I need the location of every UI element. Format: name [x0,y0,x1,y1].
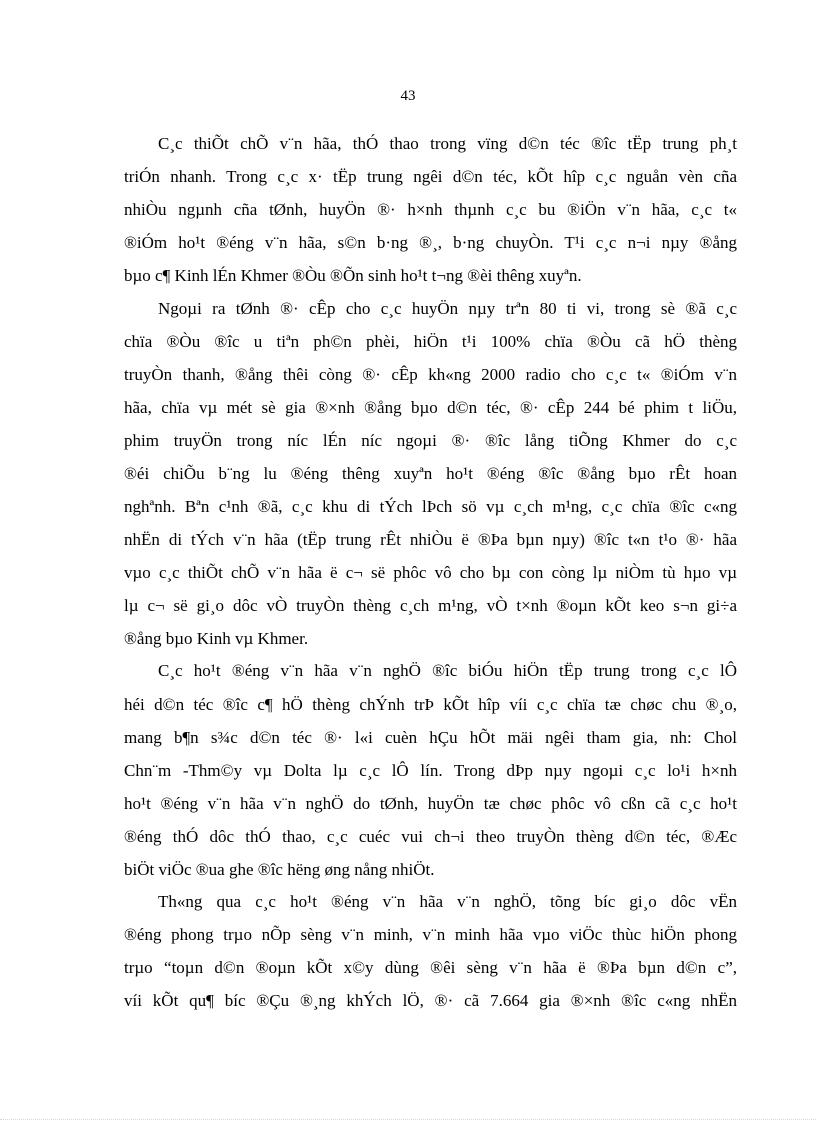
text-line: triÓn nhanh. Trong c¸c x· tËp trung ngêi d©n téc, kÕt hîp c¸c nguån vèn cña [124,167,737,186]
text-line: Th«ng qua c¸c ho¹t ®éng v¨n hãa v¨n nghÖ, tõng bíc gi¸o dôc vËn [158,892,737,911]
text-line: Chn¨m -Thm©y vµ Dolta lµ c¸c lÔ lín. Trong dÞp nµy ngoµi c¸c lo¹i h×nh [124,761,737,780]
text-line: bµo c¶ Kinh lÉn Khmer ®Òu ®Õn sinh ho¹t t¬ng ®èi thêng xuyªn. [124,266,582,285]
text-line: ®ång bµo Kinh vµ Khmer. [124,629,309,648]
text-line: C¸c thiÕt chÕ v¨n hãa, thÓ thao trong vïng d©n téc ®îc tËp trung ph¸t [158,134,737,153]
text-line: ®éng thÓ dôc thÓ thao, c¸c cuéc vui ch¬i theo truyÒn thèng d©n téc, ®Æc [124,827,737,846]
text-line: mang b¶n s¾c d©n téc ®· l«i cuèn hÇu hÕt mäi ngêi tham gia, nh: Chol [124,728,737,747]
text-line: vµo c¸c thiÕt chÕ v¨n hãa ë c¬ së phôc vô cho bµ con còng lµ niÒm tù hµo vµ [124,563,737,582]
text-line: ®éi chiÕu b¨ng lu ®éng thêng xuyªn ho¹t ®éng ®îc ®ång bµo rÊt hoan [124,464,737,483]
text-line: Ngoµi ra tØnh ®· cÊp cho c¸c huyÖn nµy trªn 80 ti vi, trong sè ®ã c¸c [158,299,737,318]
text-line: lµ c¬ së gi¸o dôc vÒ truyÒn thèng c¸ch m¹ng, vÒ t×nh ®oµn kÕt keo s¬n gi÷a [124,596,737,615]
text-line: héi d©n téc ®îc c¶ hÖ thèng chÝnh trÞ kÕt hîp víi c¸c chïa tæ chøc chu ®¸o, [124,695,737,714]
text-line: ®iÓm ho¹t ®éng v¨n hãa, s©n b·ng ®¸, b·ng chuyÒn. T¹i c¸c n¬i nµy ®ång [124,233,737,252]
text-line: ho¹t ®éng v¨n hãa v¨n nghÖ do tØnh, huyÖn tæ chøc phôc vô cßn cã c¸c ho¹t [124,794,737,813]
text-line: C¸c ho¹t ®éng v¨n hãa v¨n nghÖ ®îc biÓu hiÖn tËp trung trong c¸c lÔ [158,661,737,680]
text-line: nhiÒu ngµnh cña tØnh, huyÖn ®· h×nh thµnh c¸c bu ®iÖn v¨n hãa, c¸c t« [124,200,737,219]
text-line: phim truyÖn trong níc lÉn níc ngoµi ®· ®îc lång tiÕng Khmer do c¸c [124,431,737,450]
text-line: truyÒn thanh, ®ång thêi còng ®· cÊp kh«ng 2000 radio cho c¸c t« ®iÓm v¨n [124,365,737,384]
page-number: 43 [400,88,416,104]
page-edge-divider [0,1119,816,1120]
text-line: víi kÕt qu¶ bíc ®Çu ®¸ng khÝch lÖ, ®· cã 7.664 gia ®×nh ®îc c«ng nhËn [124,991,737,1010]
text-line: ®éng phong trµo nÕp sèng v¨n minh, v¨n minh hãa vµo viÖc thùc hiÖn phong [124,925,737,944]
text-line: chïa ®Òu ®îc u tiªn ph©n phèi, hiÖn t¹i 100% chïa ®Òu cã hÖ thèng [124,332,737,351]
text-line: trµo “toµn d©n ®oµn kÕt x©y dùng ®êi sèng v¨n hãa ë ®Þa bµn d©n c”, [124,958,737,977]
text-line: biÖt viÖc ®ua ghe ®îc hëng øng nång nhiÖt. [124,860,435,879]
text-line: hãa, chïa vµ mét sè gia ®×nh ®ång bµo d©n téc, ®· cÊp 244 bé phim t liÖu, [124,398,737,417]
text-line: nghªnh. Bªn c¹nh ®ã, c¸c khu di tÝch lÞch sö vµ c¸ch m¹ng, c¸c chïa ®îc c«ng [124,497,737,516]
text-line: nhËn di tÝch v¨n hãa (tËp trung rÊt nhiÒu ë ®Þa bµn nµy) ®îc t«n t¹o ®· hãa [124,530,737,549]
